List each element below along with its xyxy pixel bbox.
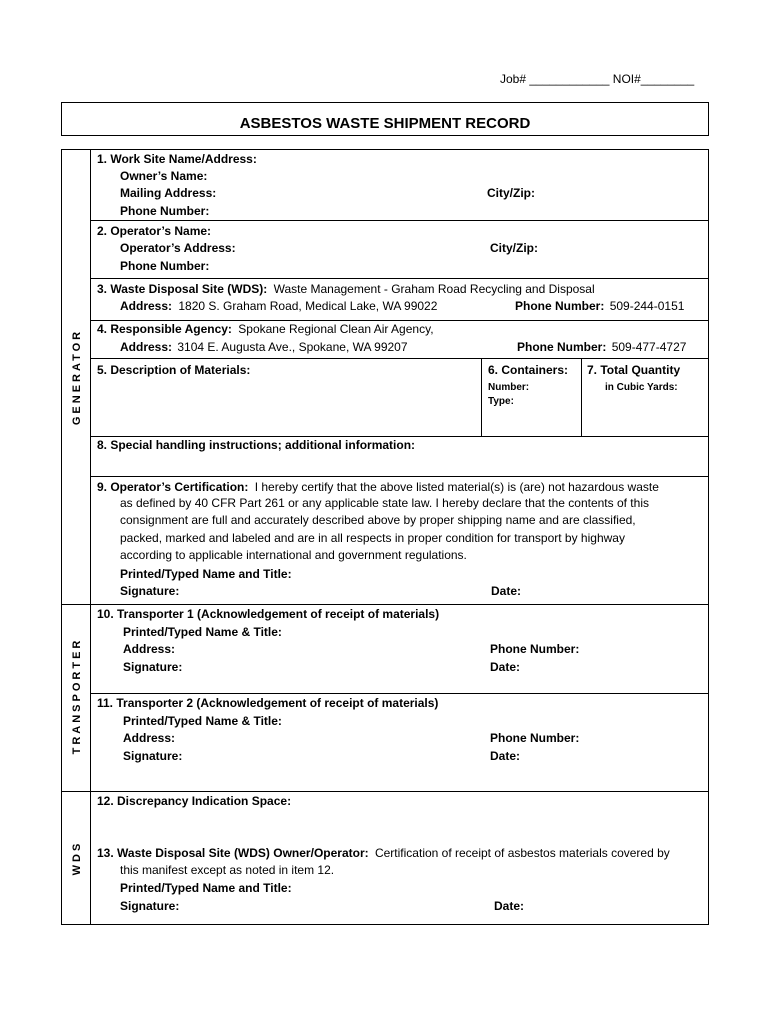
quantity-sub-label: in Cubic Yards:: [605, 382, 678, 393]
item10-printed-label: Printed/Typed Name & Title:: [123, 625, 282, 639]
item1-phone-label: Phone Number:: [120, 204, 210, 218]
agency-address-label: Address:: [120, 340, 173, 354]
section-divider: [90, 149, 91, 925]
wds-phone-label: Phone Number:: [515, 299, 605, 313]
item4-label: 4. Responsible Agency:: [97, 322, 232, 336]
item13-first-line: [97, 846, 670, 861]
column-divider: [481, 358, 482, 436]
item9-first-line: [97, 480, 659, 495]
item3-address-line: [120, 299, 437, 314]
containers-number-label: Number:: [488, 382, 530, 393]
item4-phone-line: [517, 340, 686, 355]
item5-label: 5. Description of Materials:: [97, 363, 251, 377]
item4-address-line: [120, 340, 408, 355]
item3-label: 3. Waste Disposal Site (WDS):: [97, 282, 268, 296]
item3-phone-line: [515, 299, 684, 314]
item10-date-label: Date:: [490, 660, 521, 674]
section-label-transporter: TRANSPORTER: [71, 637, 83, 755]
item8-label: 8. Special handling instructions; additional information:: [97, 438, 416, 452]
wds-name: Waste Management - Graham Road Recycling and Disposal: [273, 282, 595, 296]
item11-address-label: Address:: [123, 731, 176, 745]
item3-line: [97, 282, 595, 297]
item10-signature-label: Signature:: [123, 660, 183, 674]
item11-phone-label: Phone Number:: [490, 731, 580, 745]
row-separator: [90, 476, 709, 477]
row-separator: [90, 604, 709, 605]
agency-address: 3104 E. Augusta Ave., Spokane, WA 99207: [177, 340, 408, 354]
cert-text-line3: consignment are full and accurately described above by proper shipping name and are classified,: [120, 513, 636, 528]
item11-date-label: Date:: [490, 749, 521, 763]
row-separator: [90, 436, 709, 437]
containers-type-label: Type:: [488, 396, 514, 407]
item12-label: 12. Discrepancy Indication Space:: [97, 794, 292, 808]
item7-label: 7. Total Quantity: [587, 363, 681, 377]
agency-name: Spokane Regional Clean Air Agency,: [238, 322, 434, 336]
item9-label: 9. Operator’s Certification:: [97, 480, 249, 494]
row-separator: [90, 320, 709, 321]
item13-label: 13. Waste Disposal Site (WDS) Owner/Operator:: [97, 846, 369, 860]
item13-date-label: Date:: [494, 899, 525, 913]
item13-printed-label: Printed/Typed Name and Title:: [120, 881, 292, 895]
item10-address-label: Address:: [123, 642, 176, 656]
cert-text-line4: packed, marked and labeled and are in all respects in proper condition for transport by highway: [120, 530, 625, 545]
side-separator: [61, 604, 90, 605]
item10-label: 10. Transporter 1 (Acknowledgement of receipt of materials): [97, 607, 440, 621]
section-label-generator: GENERATOR: [71, 328, 83, 426]
item11-signature-label: Signature:: [123, 749, 183, 763]
cert-text-line1: I hereby certify that the above listed material(s) is (are) not hazardous waste: [254, 480, 659, 494]
cert-text-line5: according to applicable international and government regulations.: [120, 548, 467, 563]
item1-cityzip-label: City/Zip:: [487, 186, 535, 200]
row-separator: [90, 220, 709, 221]
wds-address-label: Address:: [120, 299, 173, 313]
mailing-address-label: Mailing Address:: [120, 186, 217, 200]
item2-cityzip-label: City/Zip:: [490, 241, 538, 255]
item13-text-line1: Certification of receipt of asbestos materials covered by: [374, 846, 670, 860]
row-separator: [90, 791, 709, 792]
page-title: ASBESTOS WASTE SHIPMENT RECORD: [239, 115, 531, 132]
item13-signature-label: Signature:: [120, 899, 180, 913]
item11-printed-label: Printed/Typed Name & Title:: [123, 714, 282, 728]
row-separator: [90, 693, 709, 694]
owner-name-label: Owner’s Name:: [120, 169, 208, 183]
cert-text-line2: as defined by 40 CFR Part 261 or any applicable state law. I hereby declare that the contents of this: [120, 496, 649, 510]
item6-label: 6. Containers:: [488, 363, 569, 377]
section-label-wds: WDS: [71, 840, 83, 876]
item9-printed-label: Printed/Typed Name and Title:: [120, 567, 292, 581]
cert-text-block: [120, 495, 649, 565]
row-separator: [90, 278, 709, 279]
agency-phone-label: Phone Number:: [517, 340, 607, 354]
item2-phone-label: Phone Number:: [120, 259, 210, 273]
item13-text-line2: this manifest except as noted in item 12.: [120, 863, 335, 877]
item11-label: 11. Transporter 2 (Acknowledgement of receipt of materials): [97, 696, 439, 710]
item9-date-label: Date:: [491, 584, 522, 598]
job-noi-line: Job# ____________ NOI#________: [500, 72, 695, 86]
item1-label: 1. Work Site Name/Address:: [97, 152, 257, 166]
item9-signature-label: Signature:: [120, 584, 180, 598]
item2-label: 2. Operator’s Name:: [97, 224, 212, 238]
operator-address-label: Operator’s Address:: [120, 241, 236, 255]
agency-phone: 509-477-4727: [611, 340, 687, 354]
row-separator: [90, 358, 709, 359]
item4-line: [97, 322, 434, 337]
wds-phone: 509-244-0151: [609, 299, 685, 313]
column-divider: [581, 358, 582, 436]
wds-address: 1820 S. Graham Road, Medical Lake, WA 99022: [178, 299, 438, 313]
item10-phone-label: Phone Number:: [490, 642, 580, 656]
